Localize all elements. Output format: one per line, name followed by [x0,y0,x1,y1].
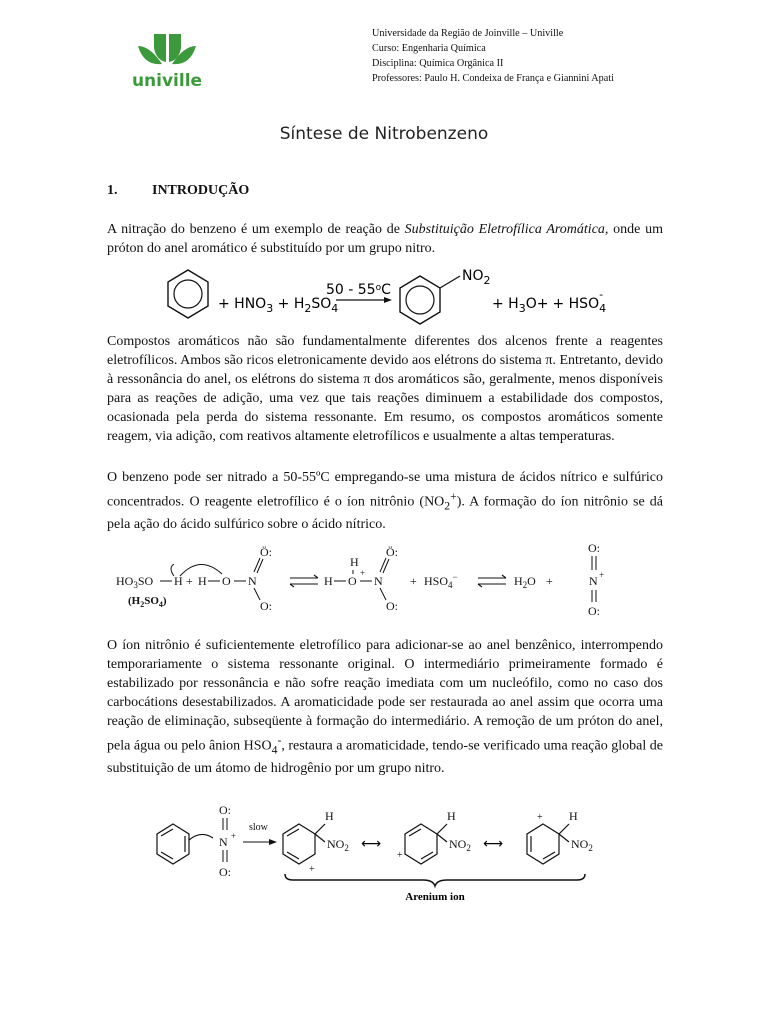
paragraph-4-text: O íon nitrônio é suficientemente eletrofílico para adicionar-se ao anel benzênico, interrompendo temporariamente o sistema ressonante original. O intermediário primeiramente formado é estabilizado por ressonância e não sofre reação imediata com um nucleófilo, como no caso dos carbocátions desestabilizados. A aromaticidade pode ser restaurada ao anel assim que ocorra uma reação de eliminação, subseqüente à formação do intermediário. A remoção de um próton do anel, pela água ou pelo ânion HSO [107,638,663,754]
svg-text:+: + [537,812,543,823]
svg-text:+: + [546,574,553,588]
discipline-line: Disciplina: Química Orgânica II [372,58,504,69]
univille-logo [122,22,212,104]
svg-text:N: N [374,574,383,588]
svg-text:O:: O: [219,865,231,879]
svg-text:+: + [397,850,403,861]
benzene-start-icon [157,824,213,864]
paragraph-3-text: O benzeno pode ser nitrado a 50-55ºC empregando-se uma mistura de ácidos nítrico e sulfúrico concentrados. O reagente eletrofílico é o íon nitrônio (NO [107,470,663,510]
resonance-arrow-2: ⟷ [483,836,504,852]
svg-text:O:: O: [260,599,272,613]
svg-text:H: H [198,574,207,588]
svg-text:HSO4−: $HSO_4^-$ [424,572,458,590]
svg-text:NO2: $NO_2$ [571,837,593,853]
svg-text:O:: O: [219,803,231,817]
arenium-resonance-3-icon [527,824,569,864]
svg-text:H: H [350,555,359,569]
svg-text:+: + [410,574,417,588]
section-heading [107,183,249,199]
svg-text:O: O [348,574,357,588]
equilibrium-arrow-icon [290,575,318,587]
svg-text:HO3SO: $HO_3SO$ [116,574,154,590]
svg-text:N: N [589,574,598,588]
reagent-text: + $HNO_3 + H_2SO_4$ [218,296,339,315]
svg-text:NO2: $NO_2$ [327,837,349,853]
nitronium-formation-equation [110,540,640,618]
svg-text:N: N [219,835,228,849]
svg-text:Ö:: Ö: [260,545,272,559]
arenium-resonance-2-icon [405,824,447,864]
equilibrium-arrow-icon-2 [478,575,506,587]
svg-text:Ö:: Ö: [386,545,398,559]
paragraph-2 [107,332,663,446]
course-line: Curso: Engenharia Química [372,43,486,54]
arenium-resonance-1-icon [283,824,325,864]
logo-leaf-icon [122,22,212,104]
sulfuric-acid-label: $(H_2SO_4)$ [128,595,167,609]
paragraph-1-emphasis: Substituição Eletrofílica Aromática [404,222,605,237]
arenium-ion-mechanism [153,802,633,904]
nitrobenzene-ring-icon [400,276,460,324]
svg-text:H2O: $H_2O$ [514,574,536,590]
document-title: Síntese de Nitrobenzeno [279,124,489,144]
paragraph-3-sub: 2 [444,499,451,513]
svg-text:H: H [324,574,333,588]
svg-text:H: H [325,809,334,823]
nitration-equation [160,262,620,330]
slow-arrow-head-icon [269,839,277,845]
svg-text:H: H [174,574,183,588]
paragraph-3 [107,468,663,534]
paragraph-4-sup: - [277,734,282,747]
svg-text:O: O [222,574,231,588]
header-info [372,26,614,86]
arenium-ion-label: Arenium ion [405,891,465,903]
paragraph-1 [107,220,663,258]
paragraph-1-text-end: , onde um próton do anel aromático é substituído por um grupo nitro. [107,222,663,256]
resonance-arrow-1: ⟷ [361,836,382,852]
svg-text:H: H [447,809,456,823]
svg-text:+: + [186,574,193,588]
arenium-brace [285,874,585,886]
paragraph-2-text: Compostos aromáticos não são fundamentalmente diferentes dos alcenos frente a reagentes eletrofílicos. Ambos são ricos eletronicamente devido aos elétrons do sistema π. Entretanto, devido à ressonância do anel, os elétrons do sistema π dos aromáticos são, geralmente, menos disponíveis para as reações de adição, uma vez que tais reações diminuem a estabilidade dos compostos, ocasionada pela perda do sistema ressonante. Em resumo, os compostos aromáticos somente reagem, via adição, com reativos altamente eletrofílicos e usualmente a altas temperaturas. [107,334,663,444]
section-number: 1. [107,183,118,198]
svg-text:O:: O: [386,599,398,613]
svg-text:O:: O: [588,604,600,618]
svg-text:NO2: $NO_2$ [449,837,471,853]
svg-text:+: + [231,831,237,841]
university-line: Universidade da Região de Joinville – Univille [372,28,564,39]
svg-text:slow: slow [249,822,268,833]
reaction-conditions: 50 - 55$^o$C [326,282,391,298]
paragraph-1-text: A nitração do benzeno é um exemplo de reação de [107,222,405,237]
svg-text:+: + [599,570,605,580]
professors-line: Professores: Paulo H. Condeixa de França e Giannini Apati [372,73,614,84]
svg-text:O:: O: [588,541,600,555]
paragraph-4-sub: 4 [271,743,278,757]
logo-text: univille [131,71,203,91]
svg-text:+: + [360,568,366,578]
paragraph-4 [107,636,663,778]
products-text: + $H_3O+ + HSO_4-$ [492,288,607,315]
svg-text:N: N [248,574,257,588]
benzene-ring-icon [168,270,208,318]
paragraph-3-text-end: ). A formação do íon nitrônio se dá pela ação do ácido sulfúrico sobre o ácido nítrico. [107,494,663,533]
paragraph-4-text-end: , restaura a aromaticidade, tendo-se verificado uma reação global de substituição de um átomo de hidrogênio por um grupo nitro. [107,738,663,777]
nitro-group-label: $NO_2$ [462,268,491,287]
paragraph-3-sup: + [450,490,457,503]
section-title: INTRODUÇÃO [152,183,250,198]
svg-text:+: + [309,864,315,875]
svg-text:H: H [569,809,578,823]
